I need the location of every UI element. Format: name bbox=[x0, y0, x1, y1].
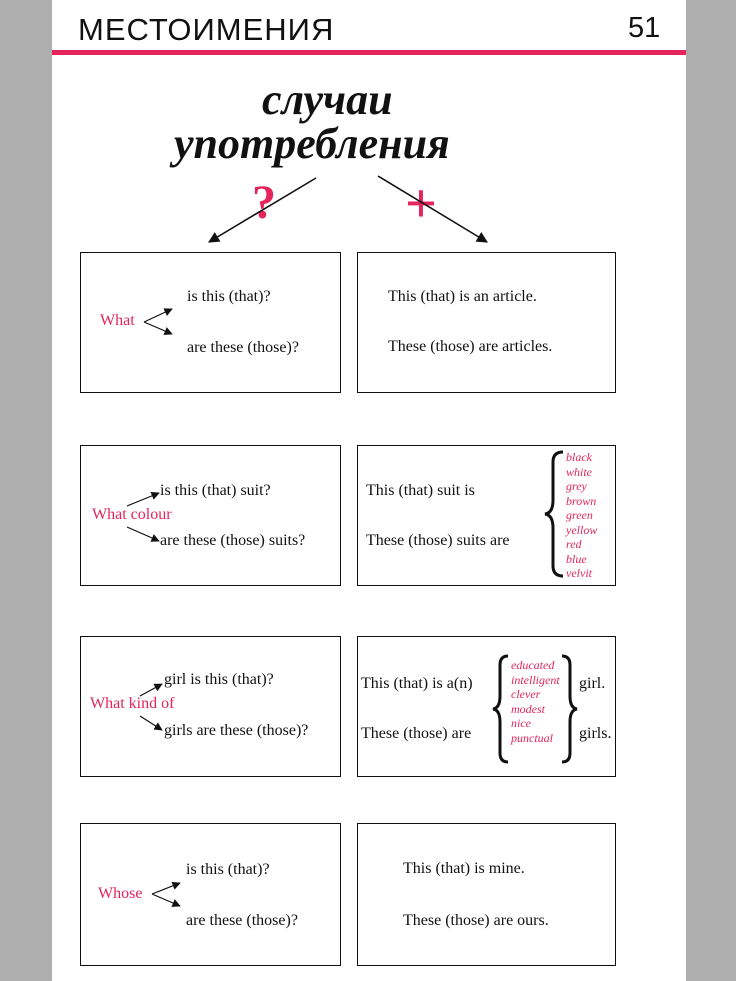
question-word: What bbox=[100, 312, 135, 329]
fork-arrow-down-icon bbox=[152, 894, 180, 906]
option: brown bbox=[566, 493, 597, 508]
question-word: What kind of bbox=[90, 695, 175, 712]
question-word: Whose bbox=[98, 885, 143, 902]
fork-arrow-down-icon bbox=[127, 527, 159, 541]
fork-arrow-up-icon bbox=[140, 684, 162, 696]
heading-line-2: употребления bbox=[174, 119, 450, 168]
plus-symbol: + bbox=[405, 173, 437, 235]
option: clever bbox=[511, 687, 541, 701]
answer-line-1: This (that) is a(n) bbox=[361, 675, 473, 692]
option: nice bbox=[511, 716, 531, 730]
answer-line-1: This (that) is an article. bbox=[388, 288, 537, 305]
option: intelligent bbox=[511, 672, 560, 687]
fork-arrow-down-icon bbox=[140, 716, 162, 730]
question-line-1: girl is this (that)? bbox=[164, 671, 274, 688]
fork-arrow-up-icon bbox=[144, 309, 172, 322]
option: blue bbox=[566, 551, 587, 566]
option: yellow bbox=[566, 522, 598, 537]
fork-arrow-down-icon bbox=[144, 322, 172, 334]
answer-line-2: These (those) are ours. bbox=[403, 912, 549, 929]
question-line-1: is this (that)? bbox=[187, 288, 271, 305]
option: modest bbox=[511, 701, 545, 716]
right-brace-icon bbox=[562, 656, 577, 762]
question-line-2: are these (those)? bbox=[186, 912, 298, 929]
left-brace-icon bbox=[493, 656, 508, 762]
option: black bbox=[566, 450, 592, 464]
question-line-1: is this (that)? bbox=[186, 861, 270, 878]
question-mark-symbol: ? bbox=[252, 176, 276, 229]
question-word: What colour bbox=[92, 506, 172, 523]
question-line-1: is this (that) suit? bbox=[160, 482, 271, 499]
left-brace-icon bbox=[545, 452, 563, 576]
right-arrow-icon bbox=[378, 176, 487, 242]
answer-line-1: This (that) suit is bbox=[366, 482, 475, 499]
heading-line-1: случаи bbox=[262, 75, 393, 124]
question-line-2: are these (those)? bbox=[187, 339, 299, 356]
answer-line-2: These (those) suits are bbox=[366, 532, 510, 549]
answer-line-2: These (those) are articles. bbox=[388, 338, 553, 355]
option: punctual bbox=[511, 730, 553, 745]
fork-arrow-up-icon bbox=[127, 493, 159, 506]
question-line-2: girls are these (those)? bbox=[164, 722, 309, 739]
option: grey bbox=[566, 479, 587, 493]
page-number: 51 bbox=[628, 12, 661, 44]
fork-arrow-up-icon bbox=[152, 883, 180, 894]
answer-line-2: These (those) are bbox=[361, 725, 472, 742]
option: red bbox=[566, 537, 582, 551]
answer-end-2: girls. bbox=[579, 725, 612, 742]
option: white bbox=[566, 464, 592, 479]
answer-end-1: girl. bbox=[579, 675, 606, 692]
left-arrow-icon bbox=[209, 178, 316, 242]
header-title: МЕСТОИМЕНИЯ bbox=[78, 12, 335, 47]
question-line-2: are these (those) suits? bbox=[160, 532, 306, 549]
option: green bbox=[566, 508, 593, 522]
answer-line-1: This (that) is mine. bbox=[403, 860, 525, 877]
option: educated bbox=[511, 658, 555, 672]
option: velvit bbox=[566, 566, 592, 580]
